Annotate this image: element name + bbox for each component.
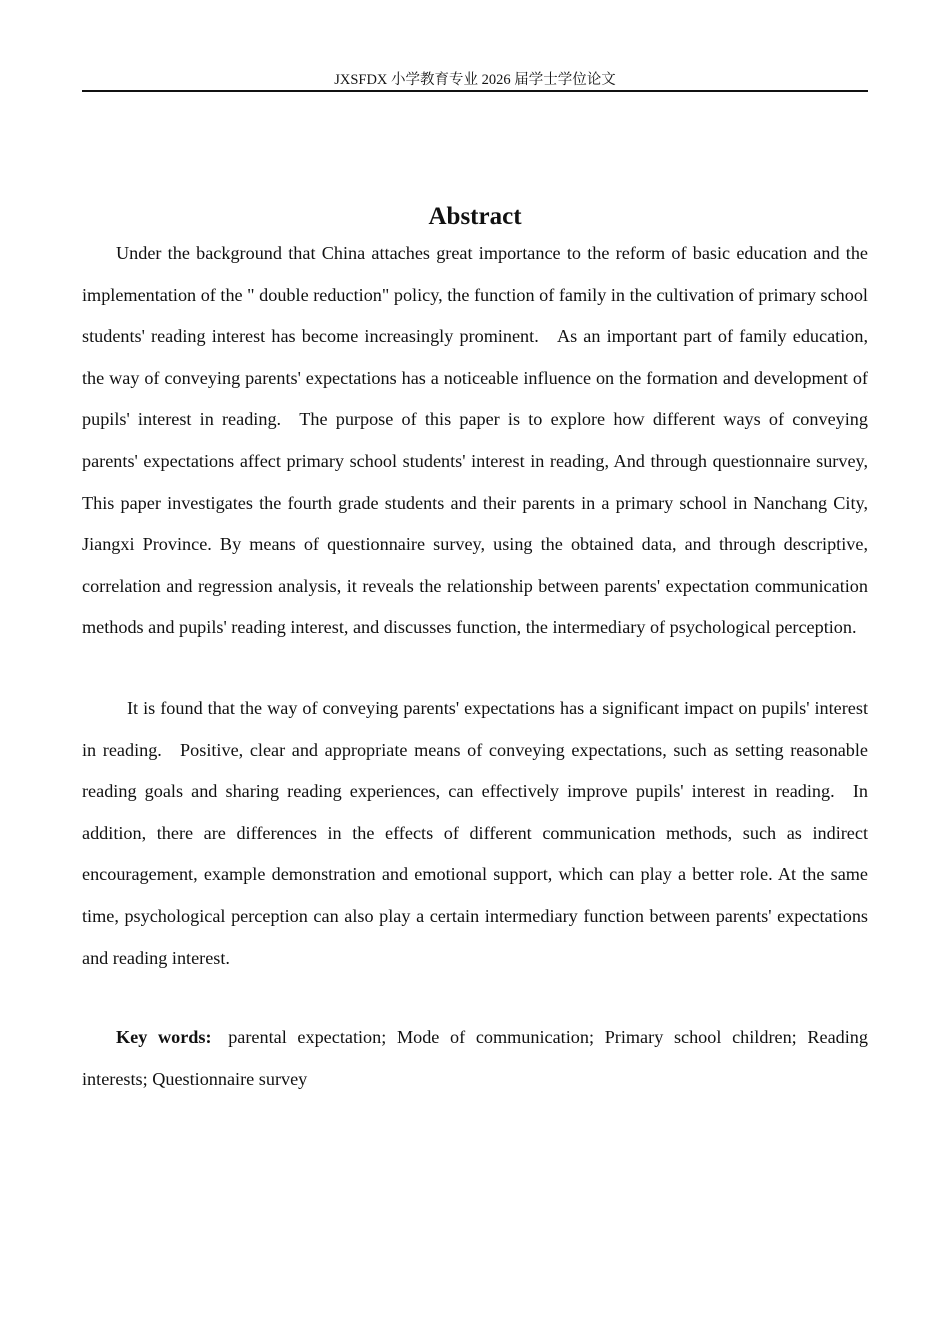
header-text: JXSFDX 小学教育专业 2026 届学士学位论文	[334, 72, 616, 88]
keywords-label: Key words:	[116, 1027, 212, 1047]
abstract-paragraph-2: It is found that the way of conveying parents' expectations has a significant impact on pupils' interest in reading. Positive, clear and appropriate means of conveying expectations, such as setting reasonable reading goals and sharing reading experiences, can effectively improve pupils' interest in reading. In addition, there are differences in the effects of different communication methods, such as indirect encouragement, example demonstration and emotional support, which can play a better role. At the same time, psychological perception can also play a certain intermediary function between parents' expectations and reading interest.	[82, 698, 868, 968]
abstract-title: Abstract	[428, 203, 522, 230]
keywords-text: parental expectation; Mode of communication; Primary school children; Reading interests; Questionnaire survey	[82, 1027, 868, 1089]
keywords-line	[82, 1017, 868, 1100]
page-header	[82, 70, 868, 92]
abstract-paragraph-1: Under the background that China attaches great importance to the reform of basic education and the implementation of the " double reduction" policy, the function of family in the cultivation of primary school students' reading interest has become increasingly prominent. As an important part of family education, the way of conveying parents' expectations has a noticeable influence on the formation and development of pupils' interest in reading. The purpose of this paper is to explore how different ways of conveying parents' expectations affect primary school students' interest in reading, And through questionnaire survey, This paper investigates the fourth grade students and their parents in a primary school in Nanchang City, Jiangxi Province. By means of questionnaire survey, using the obtained data, and through descriptive, correlation and regression analysis, it reveals the relationship between parents' expectation communication methods and pupils' reading interest, and discusses function, the intermediary of psychological perception.	[82, 243, 868, 638]
